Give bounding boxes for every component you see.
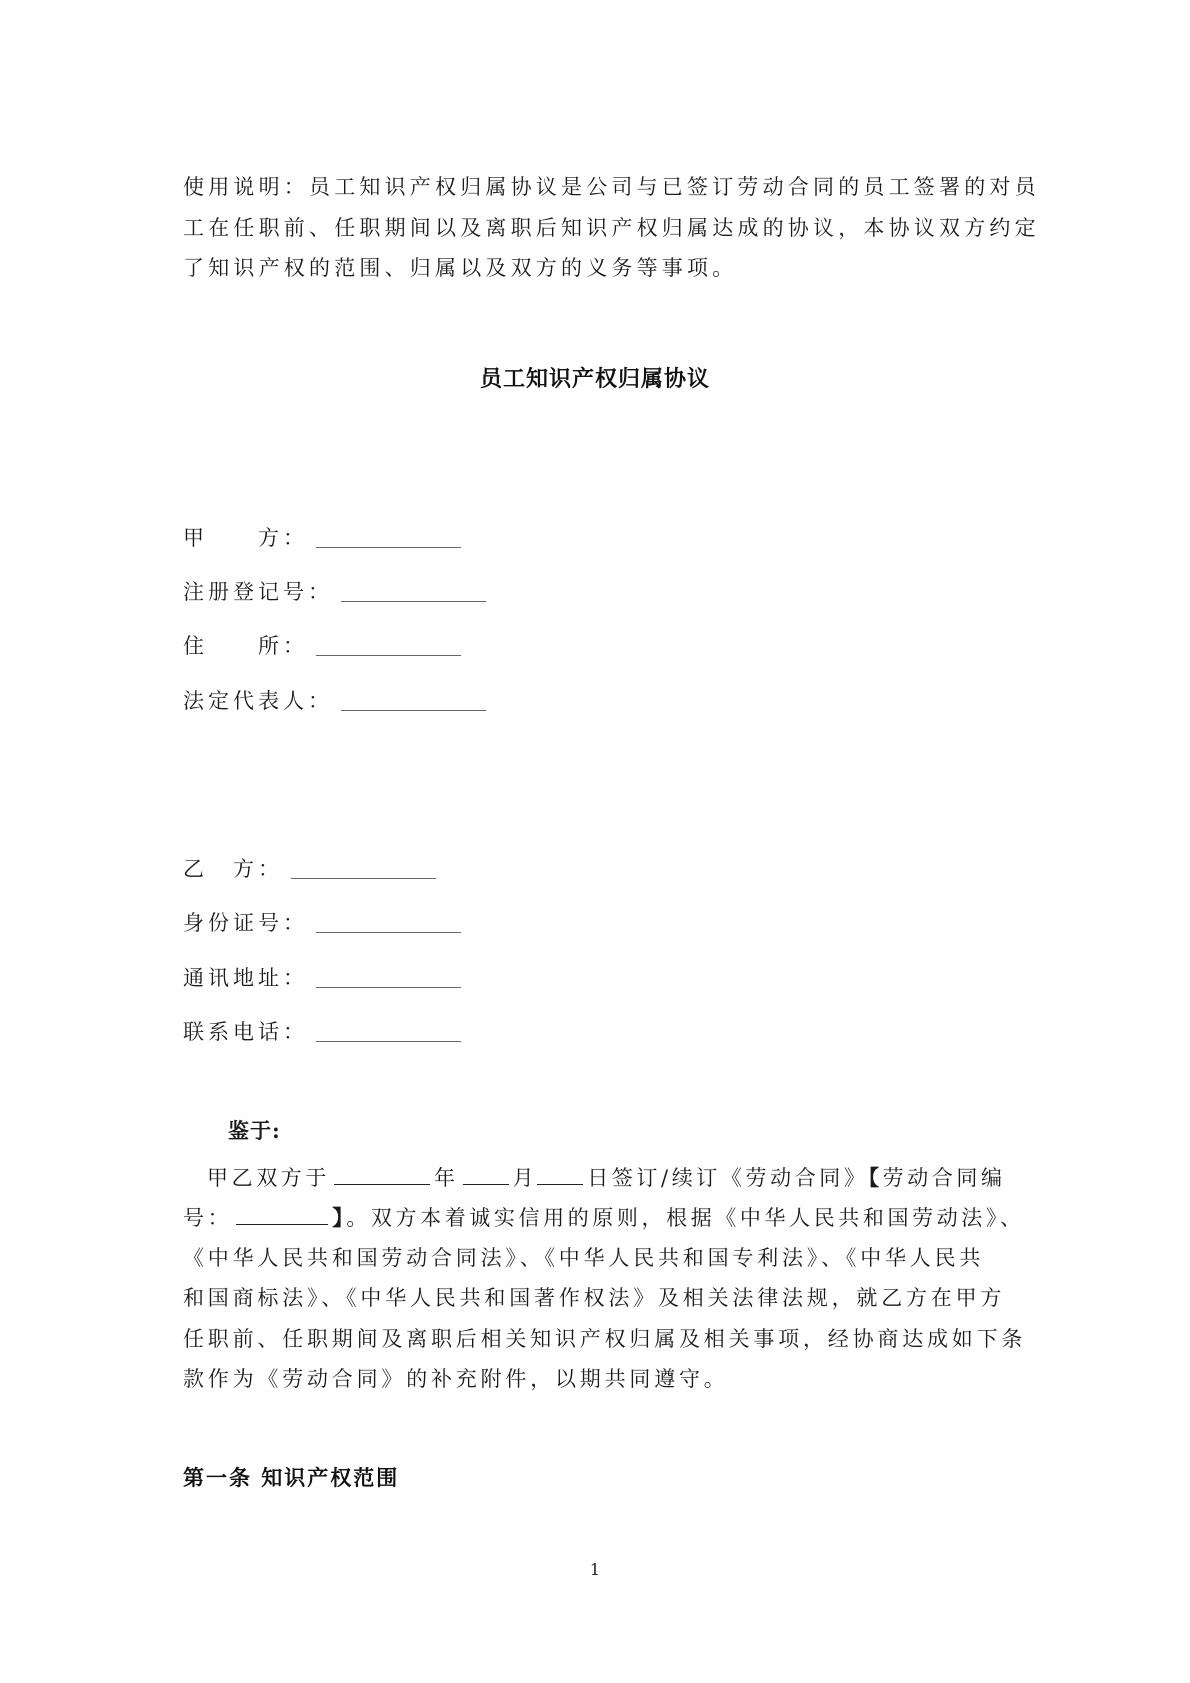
text: 日签订/续订《劳动合同》 (587, 1166, 869, 1190)
text: 。双方本着诚实信用的原则，根据《中华人民共和国劳动法》、 (346, 1206, 1025, 1230)
registration-number-field (183, 578, 486, 606)
article-1-heading: 第一条 知识产权范围 (183, 1465, 400, 1490)
month-blank[interactable] (463, 1164, 509, 1185)
party-a-name-field (183, 524, 461, 552)
text: 年 (434, 1166, 459, 1190)
day-blank[interactable] (537, 1164, 583, 1185)
field-label: 注册登记号： (183, 580, 333, 604)
whereas-heading: 鉴于: (228, 1118, 281, 1143)
field-label: 身份证号： (183, 911, 308, 935)
whereas-line-2 (183, 1204, 1025, 1232)
id-number-blank[interactable] (316, 912, 461, 933)
party-b-name-blank[interactable] (291, 858, 436, 879)
page-number: 1 (589, 1560, 601, 1579)
whereas-line: 和国商标法》、《中华人民共和国著作权法》及相关法律法规，就乙方在甲方 (183, 1286, 1006, 1310)
field-label: 通讯地址： (183, 966, 308, 990)
phone-field (183, 1018, 461, 1046)
instructions-line: 工在任职前、任职期间以及离职后知识产权归属达成的协议，本协议双方约定 (183, 216, 1040, 240)
mailing-address-blank[interactable] (316, 967, 461, 988)
field-label: 乙 方： (183, 857, 283, 881)
registration-number-blank[interactable] (341, 581, 486, 602)
field-label: 法定代表人： (183, 689, 333, 713)
address-field (183, 632, 461, 660)
address-blank[interactable] (316, 635, 461, 656)
instructions-line: 了知识产权的范围、归属以及双方的义务等事项。 (183, 256, 738, 280)
phone-blank[interactable] (316, 1021, 461, 1042)
text: 劳动合同编 (882, 1166, 1006, 1190)
party-b-name-field (183, 855, 436, 883)
instructions-line: 使用说明：员工知识产权归属协议是公司与已签订劳动合同的员工签署的对员 (183, 175, 1040, 199)
contract-number-blank[interactable] (236, 1204, 328, 1225)
field-label: 联系电话： (183, 1020, 308, 1044)
field-label: 甲 方： (183, 526, 308, 550)
text: 甲乙双方于 (207, 1166, 330, 1190)
party-a-name-blank[interactable] (316, 527, 461, 548)
text: 月 (512, 1166, 538, 1190)
document-title: 员工知识产权归属协议 (479, 366, 710, 392)
id-number-field (183, 909, 461, 937)
bracket-close: 】 (332, 1205, 347, 1230)
whereas-line: 《中华人民共和国劳动合同法》、《中华人民共和国专利法》、《中华人民共 (183, 1246, 985, 1270)
whereas-line: 任职前、任职期间及离职后相关知识产权归属及相关事项，经协商达成如下条 (183, 1327, 1027, 1351)
whereas-line: 款作为《劳动合同》的补充附件，以期共同遵守。 (183, 1367, 729, 1391)
bracket-open: 【 (868, 1165, 883, 1190)
whereas-line-1 (207, 1164, 1006, 1192)
text: 号： (183, 1206, 233, 1230)
year-blank[interactable] (334, 1164, 430, 1185)
mailing-address-field (183, 964, 461, 992)
field-label: 住 所： (183, 634, 308, 658)
legal-representative-field (183, 687, 486, 715)
legal-representative-blank[interactable] (341, 690, 486, 711)
